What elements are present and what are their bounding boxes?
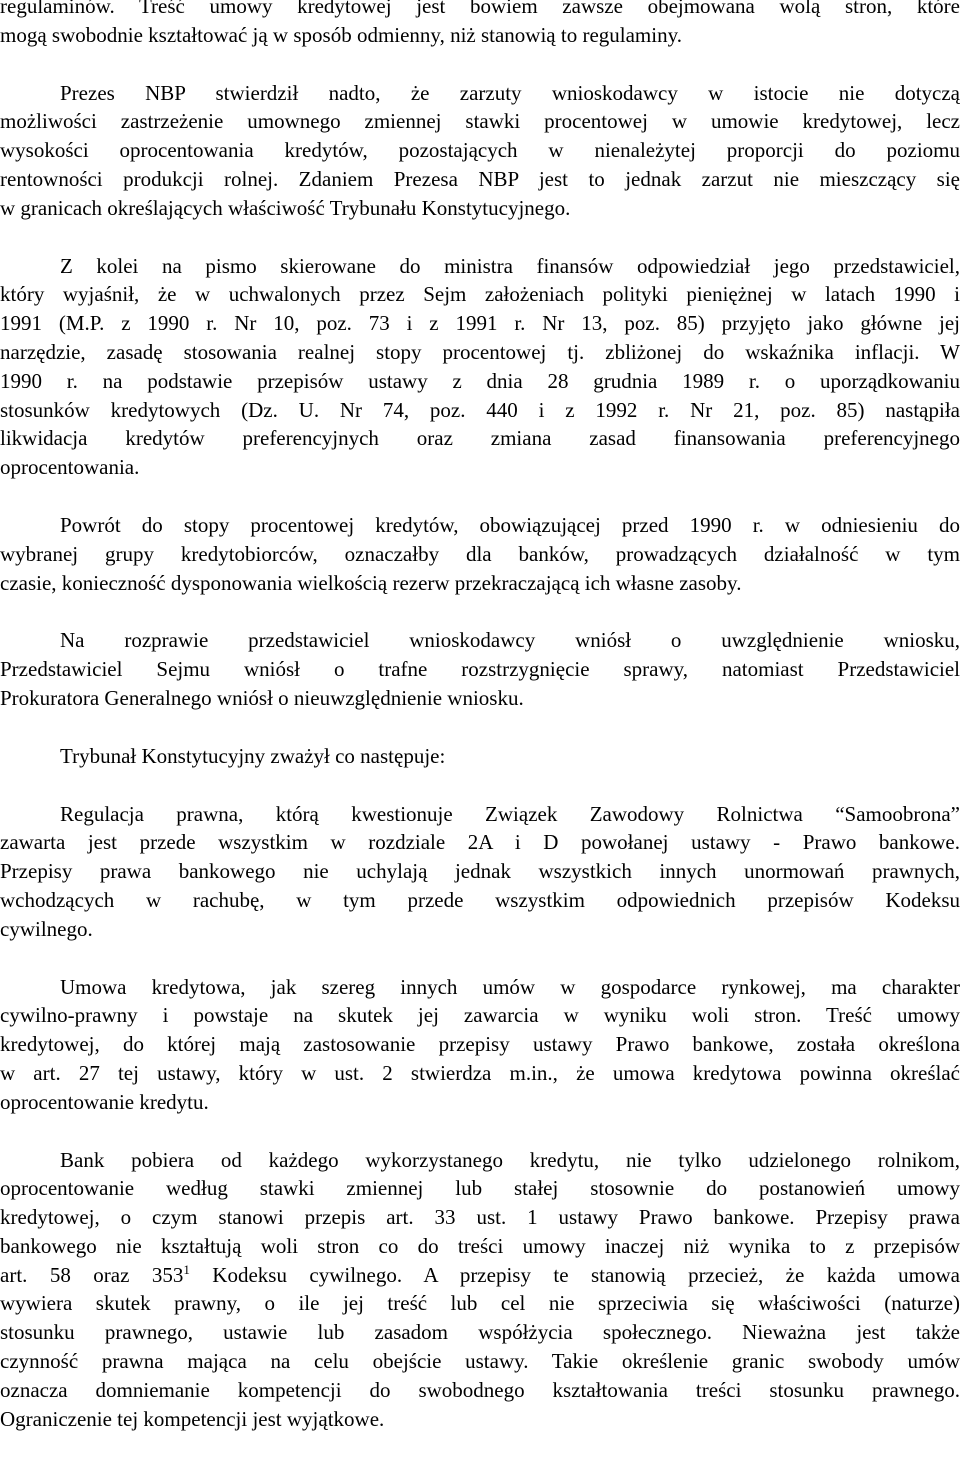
text-line: możliwości zastrzeżenie umownego zmiennej stawki procentowej w umowie kredytowej, lecz [0,109,960,134]
text-line: cywilnego. [0,916,93,941]
text-line: Regulacja prawna, którą kwestionuje Związek Zawodowy Rolnictwa “Samoobrona” [60,801,960,826]
text-line: Na rozprawie przedstawiciel wnioskodawcy wniósł o uwzględnienie wniosku, [60,628,960,653]
text-line: cywilno-prawny i powstaje na skutek jej zawarcia w wyniku woli stron. Treść umowy [0,1003,960,1028]
paragraph-7 [0,800,960,944]
text-line: Ograniczenie tej kompetencji jest wyjątkowe. [0,1406,385,1431]
text-line: stosunku prawnego, ustawie lub zasadom współżycia społecznego. Nieważna jest także [0,1320,960,1345]
paragraph-3 [0,252,960,482]
text-line: kredytowej, o czym stanowi przepis art. 33 ust. 1 ustawy Prawo bankowe. Przepisy prawa [0,1205,960,1230]
text-line: Prezes NBP stwierdził nadto, że zarzuty wnioskodawcy w istocie nie dotyczą [60,80,960,105]
text-line-with-superscript [0,1261,960,1290]
text-line: Bank pobiera od każdego wykorzystanego kredytu, nie tylko udzielonego rolnikom, [60,1147,960,1172]
text-line: czasie, konieczność dysponowania wielkością rezerw przekraczającą ich własne zasoby. [0,570,742,595]
text-line: Przedstawiciel Sejmu wniósł o trafne rozstrzygnięcie sprawy, natomiast Przedstawiciel [0,657,960,682]
text-line: Prokuratora Generalnego wniósł o nieuwzględnienie wniosku. [0,685,524,710]
text-line: kredytowej, do której mają zastosowanie przepisy ustawy Prawo bankowe, została określona [0,1032,960,1057]
text-line: wchodzących w rachubę, w tym przede wszystkim odpowiednich przepisów Kodeksu [0,887,960,912]
text-line: wybranej grupy kredytobiorców, oznaczałby dla banków, prowadzących działalność w tym [0,541,960,566]
text-line: 1990 r. na podstawie przepisów ustawy z dnia 28 grudnia 1989 r. o uporządkowaniu [0,368,960,393]
text-line: w art. 27 tej ustawy, który w ust. 2 stwierdza m.in., że umowa kredytowa powinna określać [0,1060,960,1085]
paragraph-6 [0,742,960,771]
paragraph-2 [0,79,960,223]
text-line: wywiera skutek prawny, o ile jej treść lub cel nie sprzeciwia się właściwości (naturze) [0,1291,960,1316]
text-line: oznacza domniemanie kompetencji do swobodnego kształtowania treści stosunku prawnego. [0,1377,960,1402]
text-line: zawarta jest przede wszystkim w rozdziale 2A i D powołanej ustawy - Prawo bankowe. [0,830,960,855]
text-line: regulaminów. Treść umowy kredytowej jest bowiem zawsze obejmowana wolą stron, które [0,0,960,18]
superscript: 1 [183,1261,190,1277]
paragraph-9 [0,1146,960,1434]
text-line: rentowności produkcji rolnej. Zdaniem Prezesa NBP jest to jednak zarzut nie mieszczący się [0,166,960,191]
text-fragment: Kodeksu cywilnego. A przepisy te stanowią przecież, że każda umowa [189,1262,960,1287]
text-line: likwidacja kredytów preferencyjnych oraz zmiana zasad finansowania preferencyjnego [0,426,960,451]
paragraph-4 [0,511,960,597]
text-line: mogą swobodnie kształtować ją w sposób odmienny, niż stanowią to regulaminy. [0,22,682,47]
text-fragment: art. 58 oraz 353 [0,1262,184,1287]
text-line: Umowa kredytowa, jak szereg innych umów w gospodarce rynkowej, ma charakter [60,974,960,999]
text-line: w granicach określających właściwość Trybunału Konstytucyjnego. [0,195,571,220]
text-line: Z kolei na pismo skierowane do ministra finansów odpowiedział jego przedstawiciel, [60,253,960,278]
text-line: oprocentowanie według stawki zmiennej lub stałej stosownie do postanowień umowy [0,1176,960,1201]
text-line: bankowego nie kształtują woli stron co do treści umowy inaczej niż wynika to z przepisów [0,1233,960,1258]
paragraph-8 [0,973,960,1117]
text-line: oprocentowania. [0,455,140,480]
text-line: oprocentowanie kredytu. [0,1089,209,1114]
text-line: Powrót do stopy procentowej kredytów, obowiązującej przed 1990 r. w odniesieniu do [60,512,960,537]
text-line: czynność prawna mająca na celu obejście ustawy. Takie określenie granic swobody umów [0,1349,960,1374]
text-line: wysokości oprocentowania kredytów, pozostających w nienależytej proporcji do poziomu [0,138,960,163]
text-line: narzędzie, zasadę stosowania realnej stopy procentowej tj. zbliżonej do wskaźnika inflacji. W [0,339,960,364]
text-line: Trybunał Konstytucyjny zważył co następuje: [60,743,446,768]
text-line: Przepisy prawa bankowego nie uchylają jednak wszystkich innych unormowań prawnych, [0,859,960,884]
text-line: który wyjaśnił, że w uchwalonych przez Sejm założeniach polityki pieniężnej w latach 1990 i [0,282,960,307]
paragraph-1 [0,0,960,50]
text-line: 1991 (M.P. z 1990 r. Nr 10, poz. 73 i z 1991 r. Nr 13, poz. 85) przyjęto jako główne jej [0,311,960,336]
text-line: stosunków kredytowych (Dz. U. Nr 74, poz. 440 i z 1992 r. Nr 21, poz. 85) nastąpiła [0,397,960,422]
paragraph-5 [0,626,960,712]
